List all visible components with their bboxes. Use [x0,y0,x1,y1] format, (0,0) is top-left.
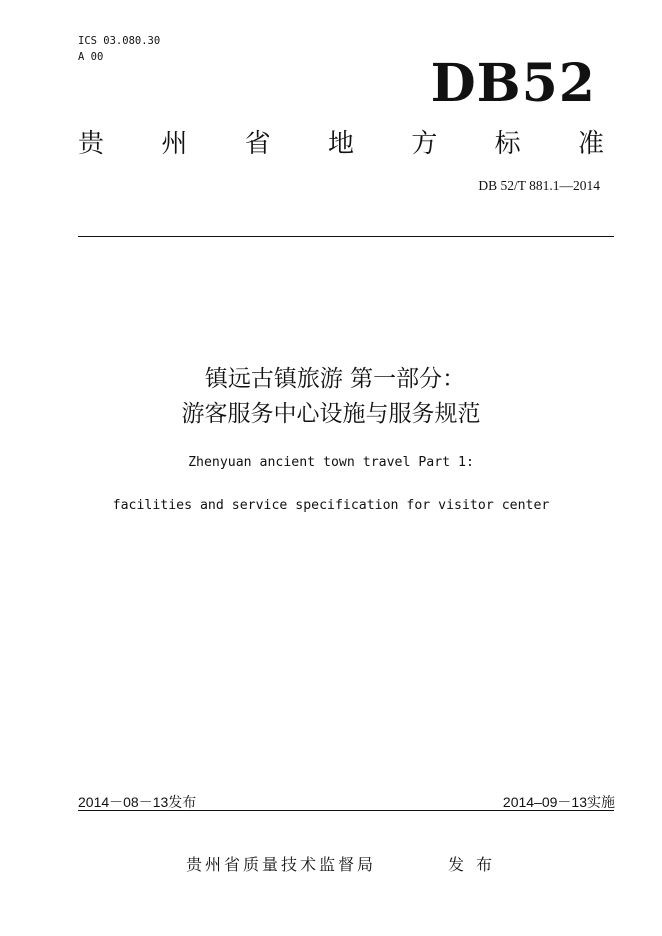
standard-number: DB 52/T 881.1—2014 [478,178,600,193]
header-divider [78,236,614,237]
standard-logo: DB52 [430,53,596,114]
standard-type [78,127,604,161]
title-zh-line2: 游客服务中心设施与服务规范 [181,401,481,427]
ccs-code: A 00 [78,51,104,63]
standard-type-char: 贵 [78,129,105,159]
standard-type-char: 方 [411,129,438,159]
title-en-line2: facilities and service specification for visitor center [112,498,550,513]
footer-divider [78,810,614,811]
title-en-line1: Zhenyuan ancient town travel Part 1: [188,455,474,470]
standard-type-char: 州 [161,129,188,159]
issue-label: 发布 [448,855,505,874]
standard-type-char: 省 [244,129,271,159]
title-zh-line1: 镇远古镇旅游 第一部分： [204,366,466,392]
standard-type-char: 标 [494,129,521,159]
standard-type-char: 地 [327,129,354,159]
publish-date: 2014－08－13发布 [78,794,197,810]
implement-date: 2014–09－13实施 [502,794,615,810]
standard-type-char: 准 [577,129,604,159]
classification-codes [78,33,160,65]
issuing-authority: 贵州省质量技术监督局 [186,855,377,874]
ics-code: ICS 03.080.30 [78,35,161,47]
